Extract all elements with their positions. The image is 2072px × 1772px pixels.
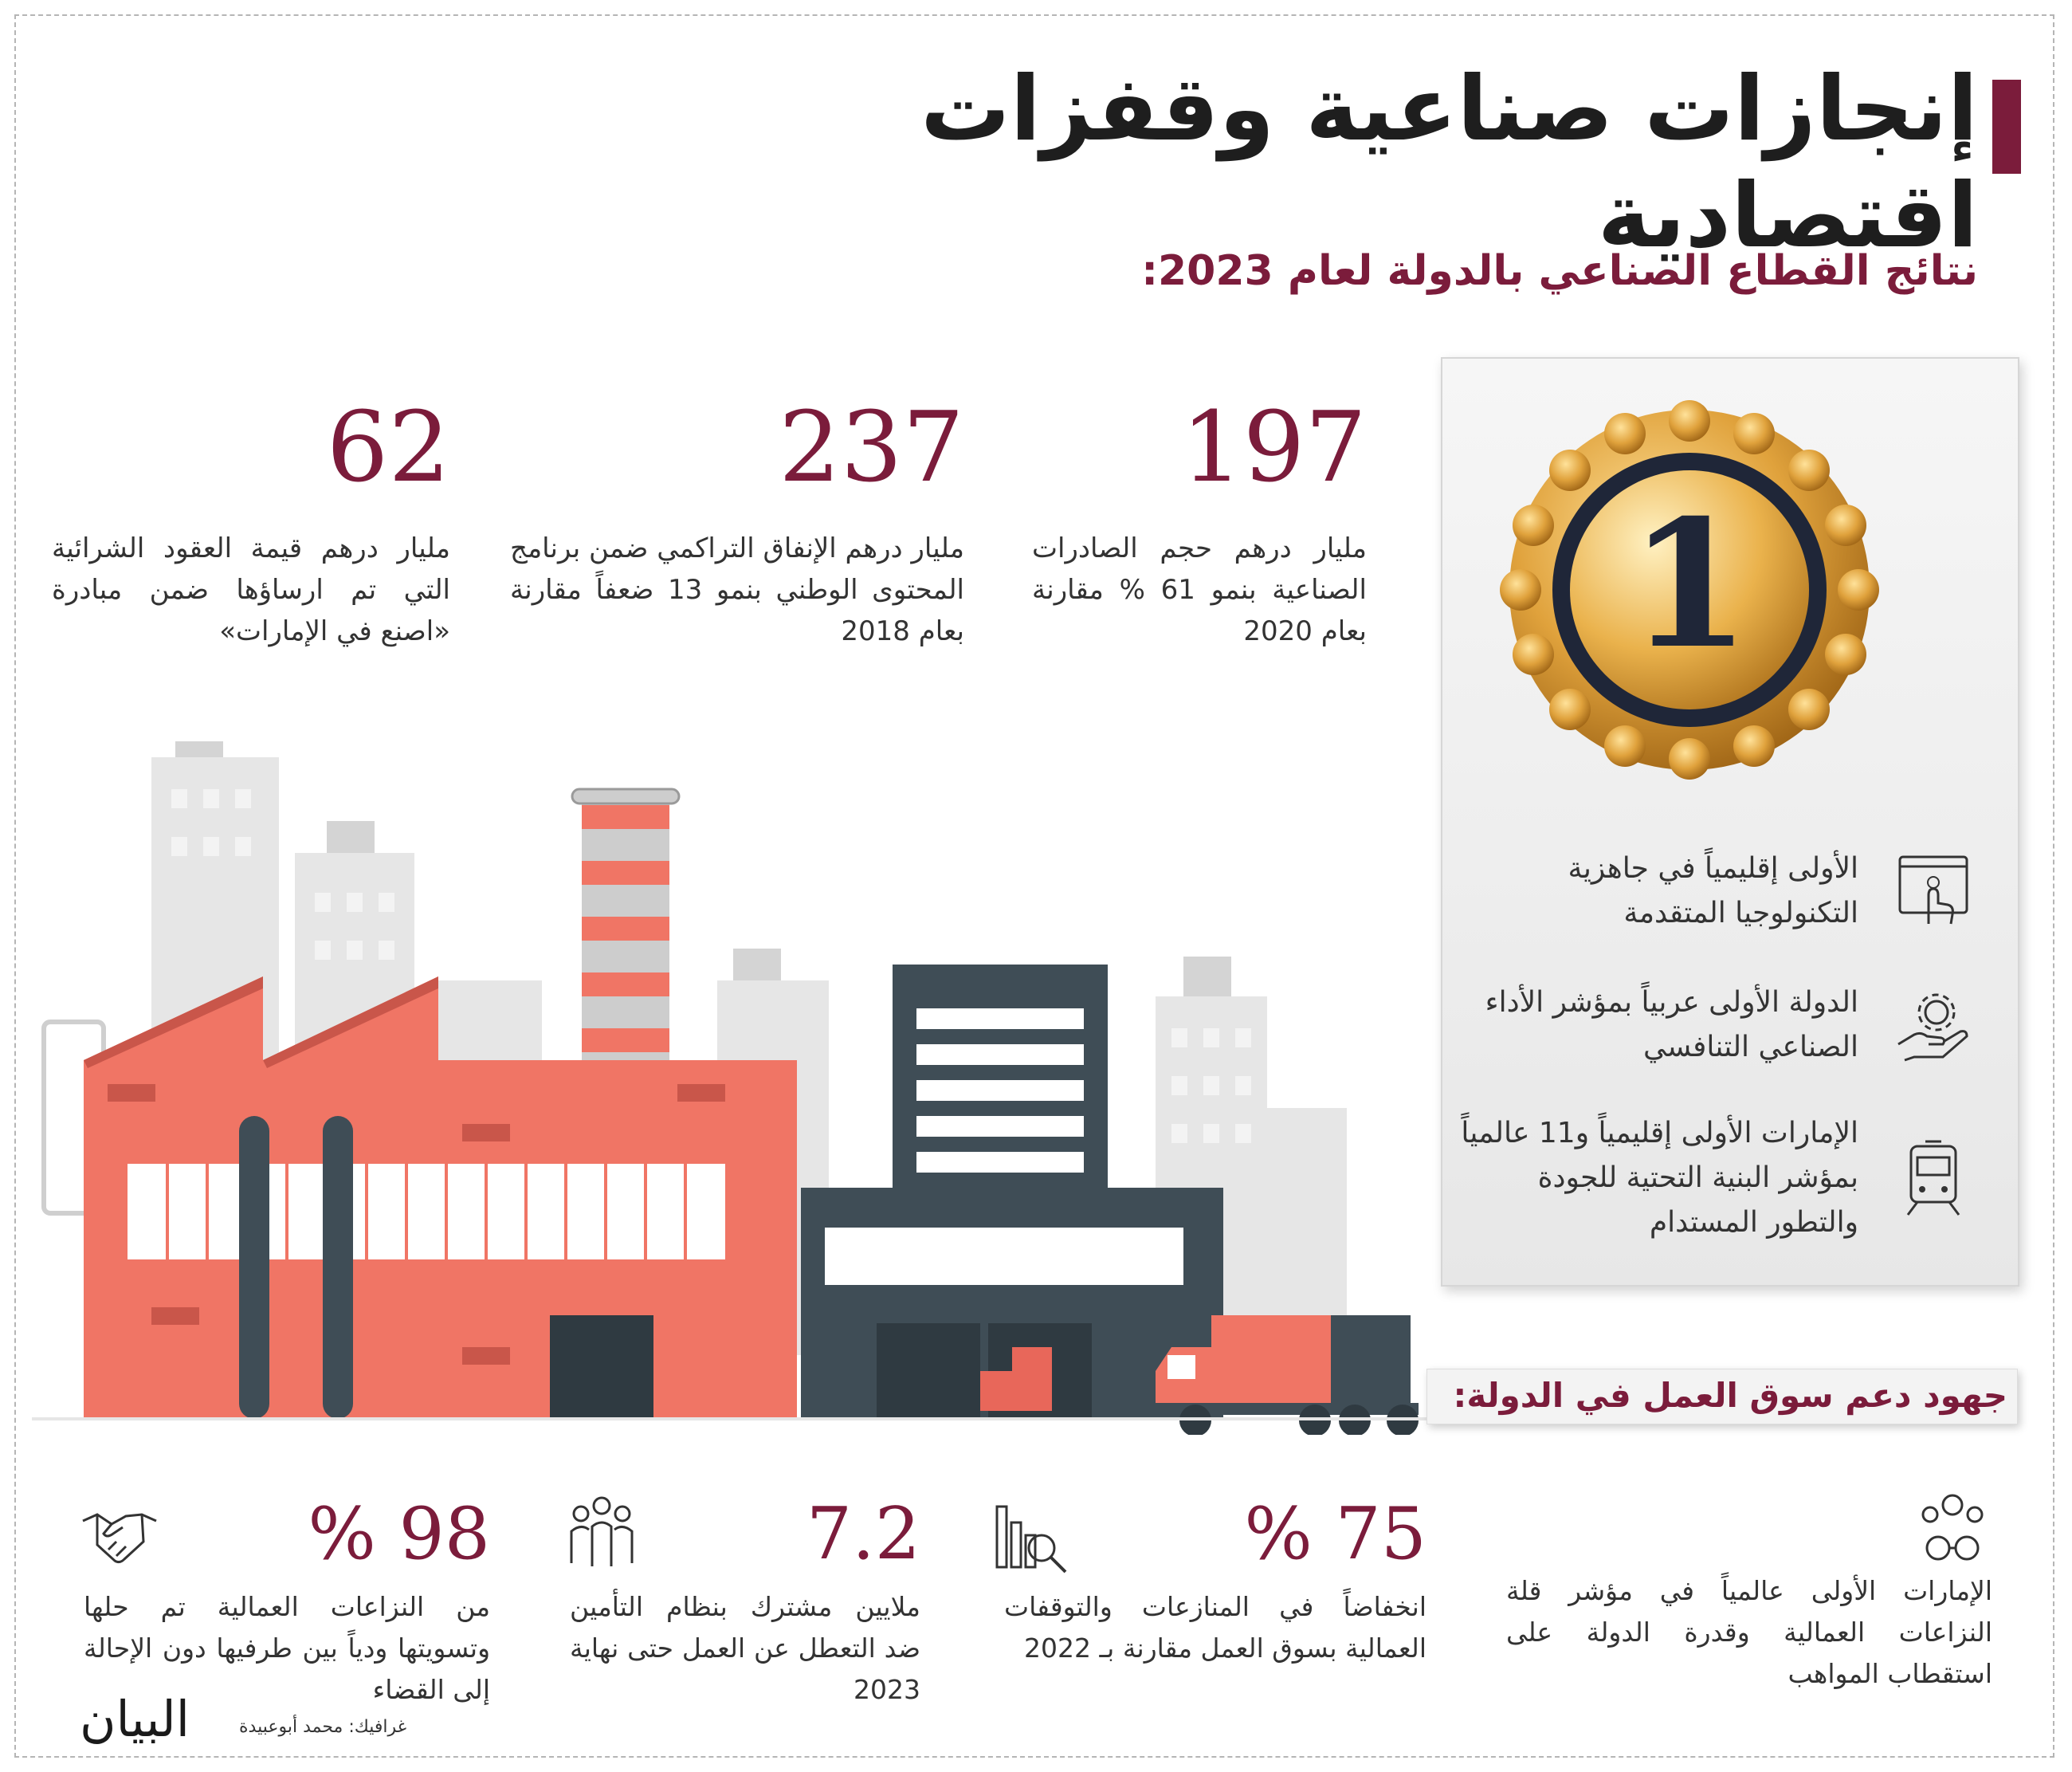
page-title: إنجازات صناعية وقفزات اقتصادية bbox=[920, 57, 1978, 269]
title-accent-bar bbox=[1992, 80, 2021, 174]
gold-medal-icon bbox=[1498, 399, 1881, 781]
labor-stat-value: 7.2 bbox=[806, 1492, 920, 1576]
handshake-icon bbox=[80, 1497, 159, 1574]
labor-stat-desc: ملايين مشترك بنظام التأمين ضد التعطل عن العمل حتى نهاية 2023 bbox=[570, 1591, 920, 1705]
stat-description: مليار درهم قيمة العقود الشرائية التي تم ارساؤها ضمن مبادرة «اصنع في الإمارات» bbox=[52, 532, 450, 647]
train-icon bbox=[1895, 1140, 1972, 1216]
stat-contracts bbox=[52, 391, 450, 652]
stat-description: مليار درهم حجم الصادرات الصناعية بنمو 61 % مقارنة بعام 2020 bbox=[1032, 532, 1367, 647]
ranking-quality-infrastructure: الإمارات الأولى إقليمياً و11 عالمياً بمؤشر البنية التحتية للجودة والتطور المستدام bbox=[1461, 1117, 1858, 1239]
albayan-logo: البيان bbox=[80, 1690, 190, 1748]
labor-stat-desc: من النزاعات العمالية تم حلها وتسويتها ودياً بين طرفيها دون الإحالة إلى القضاء bbox=[84, 1591, 490, 1705]
stat-value: 62 bbox=[326, 391, 450, 504]
gear-hand-icon bbox=[1895, 988, 1972, 1065]
labor-section-tab bbox=[1426, 1369, 2018, 1424]
labor-stat-desc: انخفاضاً في المنازعات والتوقفات العمالية بسوق العمل مقارنة بـ 2022 bbox=[1004, 1591, 1426, 1664]
factory-illustration bbox=[32, 741, 1434, 1435]
graphic-credit: غرافيك: محمد أبوعبيدة bbox=[239, 1717, 407, 1737]
labor-section-title: جهود دعم سوق العمل في الدولة: bbox=[1453, 1376, 2007, 1415]
stat-description: مليار درهم الإنفاق التراكمي ضمن برنامج المحتوى الوطني بنمو 13 ضعفاً مقارنة بعام 2018 bbox=[510, 532, 965, 647]
labor-stat-value: 75 % bbox=[1244, 1492, 1426, 1576]
stat-value: 197 bbox=[1181, 391, 1367, 504]
ranking-tech-readiness: الأولى إقليمياً في جاهزية التكنولوجيا المتقدمة bbox=[1568, 852, 1858, 929]
touchscreen-hand-icon bbox=[1895, 851, 1972, 927]
rankings-card bbox=[1441, 357, 2019, 1287]
labor-stat-value: 98 % bbox=[308, 1492, 490, 1576]
people-group-icon bbox=[562, 1495, 642, 1571]
ranking-industrial-performance: الدولة الأولى عربياً بمؤشر الأداء الصناعي التنافسي bbox=[1485, 986, 1858, 1063]
medal-rank: 1 bbox=[1628, 481, 1751, 687]
talent-group-icon bbox=[1913, 1491, 1992, 1567]
stat-national-content bbox=[510, 391, 965, 652]
section-subtitle: نتائج القطاع الصناعي بالدولة لعام 2023: bbox=[1141, 247, 1978, 295]
stat-value: 237 bbox=[779, 391, 964, 504]
chart-magnifier-icon bbox=[992, 1499, 1072, 1575]
labor-talent-desc: الإمارات الأولى عالمياً في مؤشر قلة النزاعات العمالية وقدرة الدولة على استقطاب المواهب bbox=[1506, 1575, 1992, 1689]
stat-exports bbox=[1032, 391, 1367, 652]
